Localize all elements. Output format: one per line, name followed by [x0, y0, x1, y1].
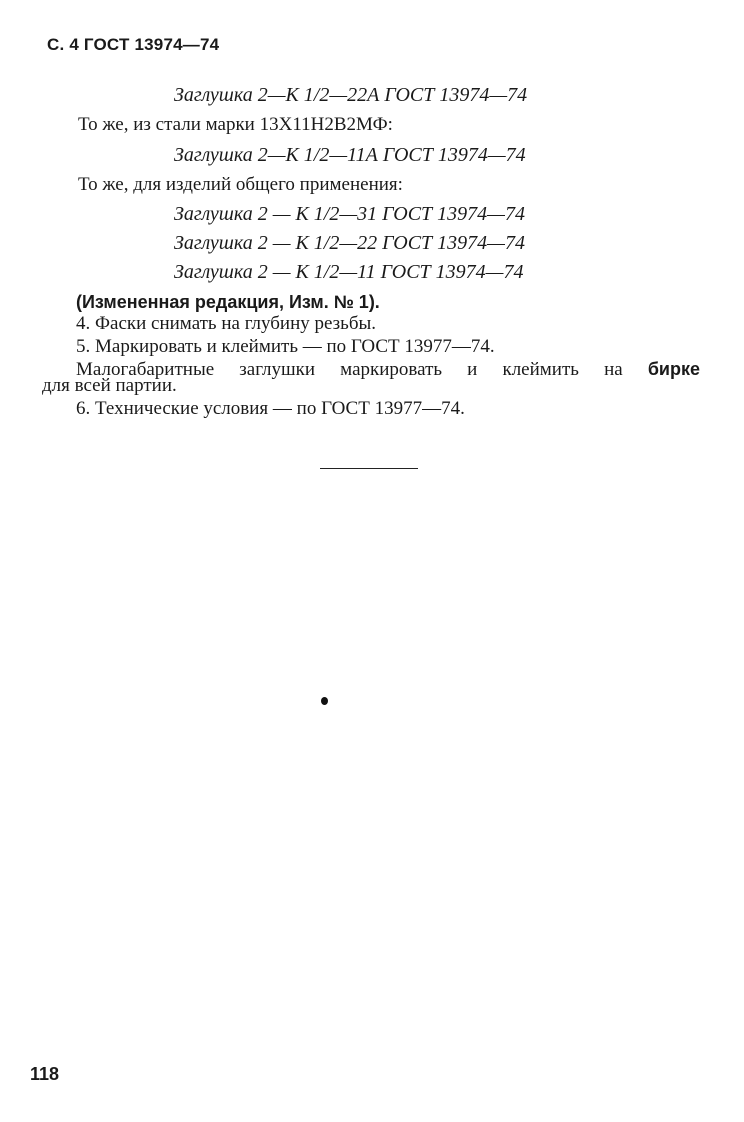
item-5-small-plugs-text: Малогабаритные заглушки маркировать и клеймить на: [76, 359, 623, 380]
item-4-chamfers: 4. Фаски снимать на глубину резьбы.: [76, 313, 377, 334]
amendment-note: (Измененная редакция, Изм. № 1).: [76, 292, 380, 312]
item-5-batch-text: для всей партии.: [42, 375, 177, 396]
designation-line-1: Заглушка 2—К 1/2—22А ГОСТ 13974—74: [174, 84, 528, 106]
general-use-text: То же, для изделий общего применения:: [78, 174, 403, 195]
item-5-marking: 5. Маркировать и клеймить — по ГОСТ 13977—74.: [76, 336, 495, 357]
section-end-rule: [320, 468, 418, 469]
page-header: С. 4 ГОСТ 13974—74: [47, 35, 220, 54]
designation-line-3: Заглушка 2 — К 1/2—31 ГОСТ 13974—74: [174, 203, 525, 225]
item-6-specifications: 6. Технические условия — по ГОСТ 13977—74.: [76, 398, 465, 419]
designation-line-4: Заглушка 2 — К 1/2—22 ГОСТ 13974—74: [174, 232, 525, 254]
steel-grade-text: То же, из стали марки 13Х11Н2В2МФ:: [78, 114, 393, 135]
designation-line-2: Заглушка 2—К 1/2—11А ГОСТ 13974—74: [174, 144, 526, 166]
page-number: 118: [30, 1064, 60, 1084]
item-5-tag-word: бирке: [647, 359, 701, 379]
designation-line-5: Заглушка 2 — К 1/2—11 ГОСТ 13974—74: [174, 261, 524, 283]
ink-speck: [321, 697, 328, 705]
